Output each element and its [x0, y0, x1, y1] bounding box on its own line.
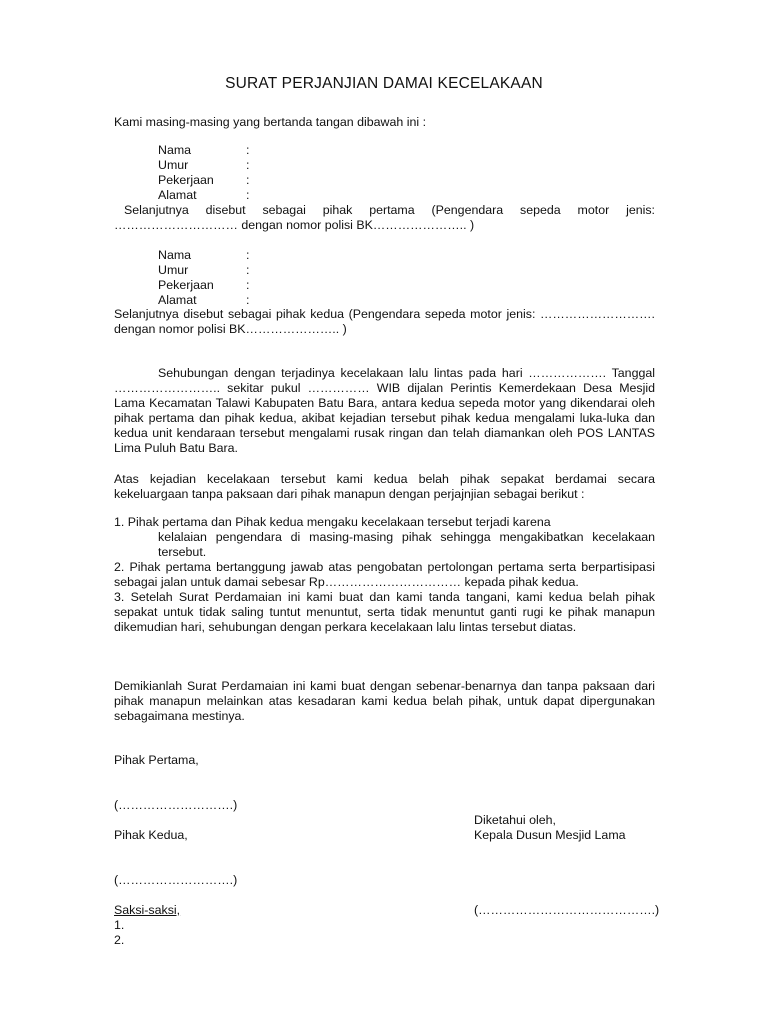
list-item-2: 2. Pihak pertama bertanggung jawab atas pengobatan pertolongan pertama serta berpartisipasi sebagai jalan untuk damai sebesar Rp…………………………… kepada pihak kedua. [114, 560, 655, 589]
field-colon: : [246, 188, 250, 202]
field-colon: : [246, 143, 250, 157]
party2-field-row [158, 248, 358, 263]
party2-description: Selanjutnya disebut sebagai pihak kedua (Pengendara sepeda motor jenis: ………………………. dengan nomor polisi BK………………….. ) [114, 307, 655, 336]
field-colon: : [246, 263, 250, 277]
field-colon: : [246, 158, 250, 172]
witness-1: 1. [114, 918, 125, 932]
field-colon: : [246, 293, 250, 307]
field-label: Alamat [158, 293, 197, 307]
party2-field-row [158, 278, 358, 293]
known-by-label: Diketahui oleh, [474, 813, 556, 827]
party2-field-row [158, 263, 358, 278]
field-colon: : [246, 173, 250, 187]
field-label: Nama [158, 143, 192, 157]
incident-paragraph: Sehubungan dengan terjadinya kecelakaan lalu lintas pada hari ………………. Tanggal …………………….. sekitar pukul …………… WIB dijalan Perintis Kemerdekaan Desa Mesjid Lama Kecamatan Talawi Kabupaten Batu Bara, antara kedua sepeda motor yang dikendarai oleh pihak pertama dan pihak kedua, akibat kejadian tersebut pihak kedua mengalami luka-luka dan kedua unit kendaraan tersebut mengalami rusak ringan dan telah diamankan oleh POS LANTAS Lima Puluh Batu Bara. [114, 366, 655, 455]
field-label: Pekerjaan [158, 278, 214, 292]
field-label: Pekerjaan [158, 173, 214, 187]
party2-fields [158, 248, 358, 308]
agreement-paragraph: Atas kejadian kecelakaan tersebut kami kedua belah pihak sepakat berdamai secara kekeluargaan tanpa paksaan dari pihak manapun dengan perjajnjian sebagai berikut : [114, 472, 655, 501]
closing-paragraph: Demikianlah Surat Perdamaian ini kami buat dengan sebenar-benarnya dan tanpa paksaan dari pihak manapun melainkan atas kesadaran kami kedua belah pihak, untuk dapat dipergunakan sebagaimana mestinya. [114, 679, 655, 723]
party2-signature-blank: (……………………….) [114, 873, 238, 887]
party1-field-row [158, 188, 358, 203]
list-item-1: 1. Pihak pertama dan Pihak kedua mengaku kecelakaan tersebut terjadi karena [114, 515, 551, 529]
party1-field-row [158, 173, 358, 188]
witnesses-label: Saksi-saksi, [114, 903, 181, 917]
document-title: SURAT PERJANJIAN DAMAI KECELAKAAN [225, 75, 543, 92]
field-label: Nama [158, 248, 192, 262]
village-head-title: Kepala Dusun Mesjid Lama [474, 828, 626, 842]
witness-2: 2. [114, 933, 125, 947]
list-item-3: 3. Setelah Surat Perdamaian ini kami buat dan kami tanda tangani, kami kedua belah pihak sepakat untuk tidak saling tuntut menuntut, serta tidak menuntut ganti rugi ke pihak manapun dikemudian hari, sehubungan dengan perkara kecelakaan lalu lintas tersebut diatas. [114, 590, 655, 634]
field-label: Umur [158, 158, 189, 172]
field-label: Alamat [158, 188, 197, 202]
party1-field-row [158, 158, 358, 173]
list-item-1-continuation: kelalaian pengendara di masing-masing pihak sehingga mengakibatkan kecelakaan tersebut. [158, 530, 655, 559]
party1-field-row [158, 143, 358, 158]
party1-description: Selanjutnya disebut sebagai pihak pertama (Pengendara sepeda motor jenis: ………………………… dengan nomor polisi BK………………….. ) [114, 203, 655, 232]
field-colon: : [246, 248, 250, 262]
party2-field-row [158, 293, 358, 308]
field-label: Umur [158, 263, 189, 277]
party1-fields [158, 143, 358, 203]
field-colon: : [246, 278, 250, 292]
party2-signature-label: Pihak Kedua, [114, 828, 188, 842]
party1-signature-label: Pihak Pertama, [114, 753, 199, 767]
village-head-signature-blank: (…………………………………….) [474, 903, 660, 917]
party1-signature-blank: (……………………….) [114, 798, 238, 812]
agreement-list [114, 515, 655, 635]
intro-text: Kami masing-masing yang bertanda tangan dibawah ini : [114, 115, 427, 129]
